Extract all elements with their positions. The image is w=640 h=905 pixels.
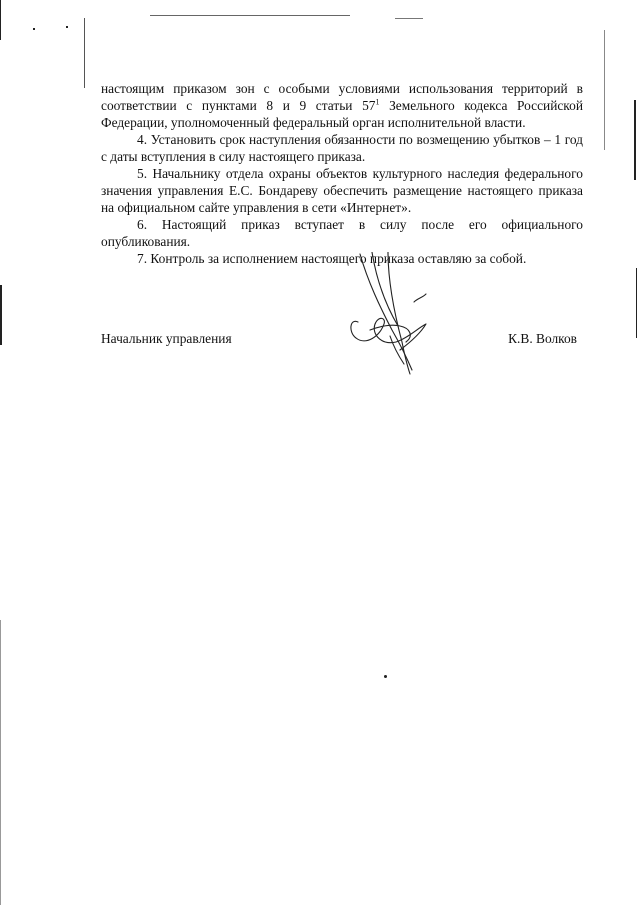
scan-dot: [384, 675, 387, 678]
signature-block: [101, 330, 583, 350]
scan-border-right-mid: [636, 268, 637, 338]
signer-position: Начальник управления: [101, 331, 232, 346]
paragraph-item-4: 4. Установить срок наступления обязанности по возмещению убытков – 1 год с даты вступления в силу настоящего приказа.: [101, 132, 583, 164]
paragraph-item-7: 7. Контроль за исполнением настоящего приказа оставляю за собой.: [137, 251, 527, 266]
paragraph-item-5: 5. Начальнику отдела охраны объектов культурного наследия федерального значения управления Е.С. Бондареву обеспечить размещение настоящего приказа на официальном сайте управления в сети «Интернет».: [101, 166, 583, 215]
handwritten-signature: [340, 252, 450, 377]
paragraph-continuation-text-b: Земельного кодекса Российской Федерации, уполномоченный федеральный орган исполнительной власти.: [101, 98, 583, 130]
paragraph-continuation: [101, 80, 583, 131]
scan-top-line-short: [395, 18, 423, 19]
scan-top-line: [150, 15, 350, 16]
scan-border-left-bottom: [0, 285, 2, 345]
scan-speck-1: [33, 28, 35, 30]
signer-name: К.В. Волков: [508, 331, 577, 346]
scan-border-right-far: [604, 30, 605, 150]
paragraph-continuation-text-a: настоящим приказом зон с особыми условиями использования территорий в соответствии с пунктами 8 и 9 статьи 57: [101, 81, 583, 113]
superscript: 1: [375, 97, 380, 107]
scan-border-left-top: [0, 0, 1, 40]
scan-border-inner-left: [84, 18, 85, 88]
scan-speck-2: [66, 26, 68, 28]
paragraph-item-6: 6. Настоящий приказ вступает в силу после его официального опубликования.: [101, 217, 583, 249]
scan-border-left-lower: [0, 620, 1, 905]
scan-border-right-top: [634, 100, 636, 180]
document-body: [101, 80, 583, 267]
